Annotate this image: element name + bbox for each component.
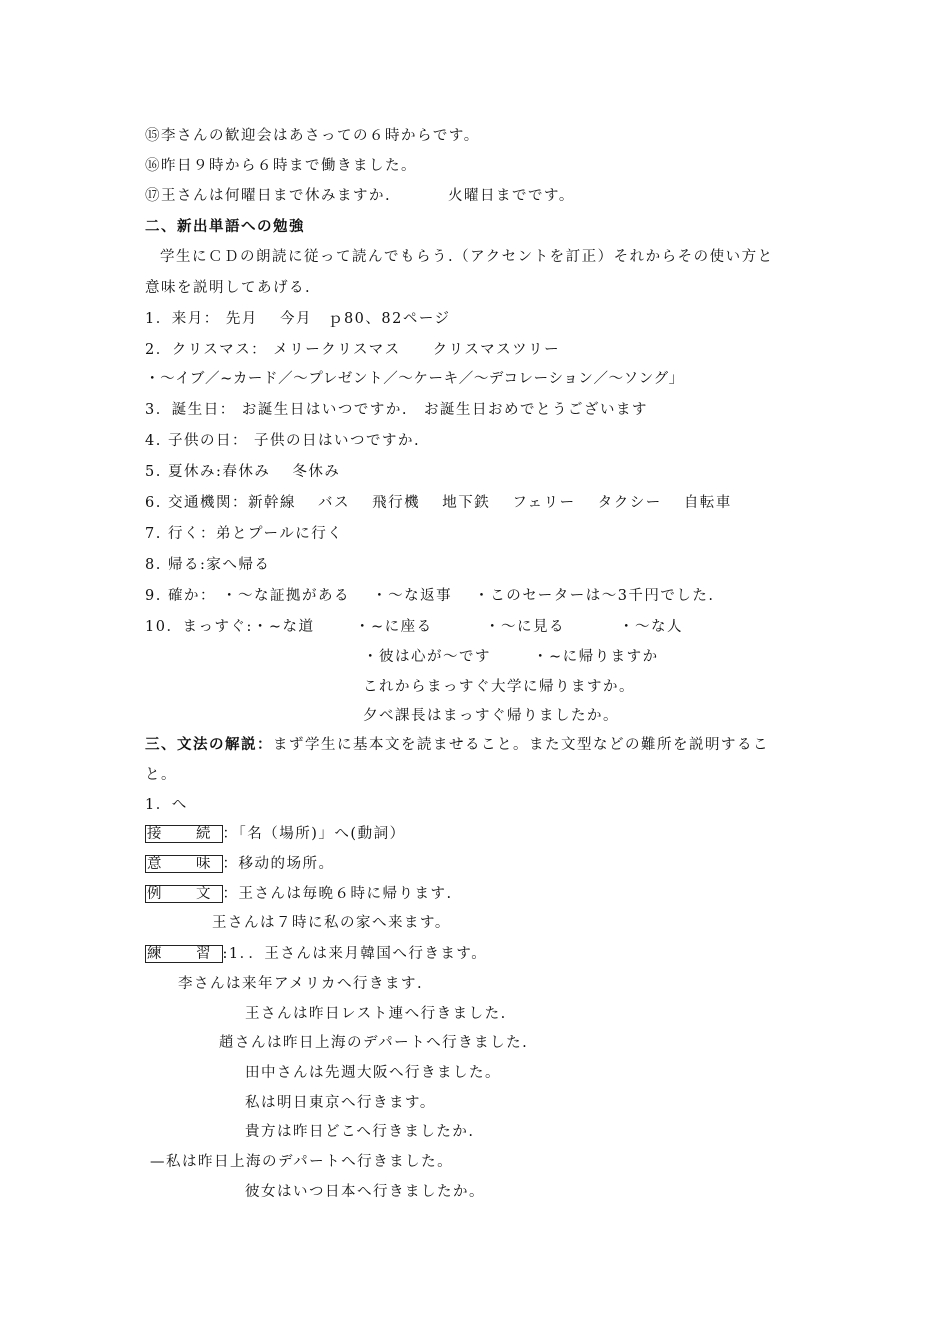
vocab-1: 1．来月： 先月 今月 ｐ80、82ページ [145, 311, 451, 327]
grammar-1-title: 1．へ [145, 797, 188, 813]
vocab-10-usage-2: ・∼に座る [355, 619, 433, 635]
section-3-title: 三、文法の解説： [145, 736, 273, 753]
section-3-intro: まず学生に基本文を読ませること。また文型などの難所を説明するこ [273, 737, 769, 753]
example-sentence-2: 王さんは７時に私の家へ来ます。 [212, 915, 451, 931]
practice-sentence-7: 貴方は昨日どこへ行きましたか. [245, 1124, 475, 1140]
vocab-4: 4. 子供の日： 子供の日はいつですか. [145, 433, 421, 449]
practice-sentence-5: 田中さんは先週大阪へ行きました。 [245, 1065, 501, 1081]
sentence-16: ⑯昨日９時から６時まで働きました。 [145, 158, 417, 174]
practice-row [145, 944, 487, 964]
connection-label: 接 続 [147, 826, 221, 842]
sentence-17-answer: 火曜日までです。 [448, 188, 575, 204]
vocab-10-usage-5 [363, 647, 659, 667]
practice-sentence-1: :1．．王さんは来月韓国へ行きます。 [222, 946, 488, 962]
section-2-para-2: 意味を説明してあげる. [145, 280, 312, 296]
vocab-9: 9. 確か： ・～な証拠がある ・～な返事 ・このセーターは～3千円でした. [145, 588, 715, 604]
vocab-2-compounds: ・～イブ／∼カード／～プレゼント／～ケーキ／～デコレーション／～ソング」 [145, 371, 684, 387]
meaning-row [145, 854, 335, 874]
practice-sentence-3: 王さんは昨日レスト連へ行きました. [245, 1006, 507, 1022]
sentence-17 [145, 186, 575, 206]
vocab-7: 7. 行く：弟とプールに行く [145, 526, 344, 542]
section-2-para-1: 学生にＣＤの朗読に従って読んでもらう.（アクセントを訂正）それからその使い方と [160, 249, 774, 265]
sentence-15: ⑮李さんの歓迎会はあさっての６時からです。 [145, 128, 480, 144]
section-2-heading: 二、新出単語への勉強 [145, 218, 305, 235]
vocab-10-usage-4: ・～な人 [619, 619, 683, 635]
vocab-10-head: 10．まっすぐ:・∼な道 [145, 619, 315, 635]
vocab-10-usage-6: ・∼に帰りますか [533, 649, 659, 665]
practice-sentence-2: 李さんは来年アメリカへ行きます. [178, 976, 424, 992]
example-label: 例 文 [147, 886, 221, 902]
practice-sentence-8: —私は昨日上海のデパートへ行きました。 [150, 1154, 454, 1170]
vocab-5: 5. 夏休み:春休み 冬休み [145, 464, 341, 480]
vocab-3: 3．誕生日： お誕生日はいつですか. お誕生日おめでとうございます [145, 402, 648, 418]
vocab-8: 8. 帰る:家へ帰る [145, 557, 271, 573]
practice-sentence-6: 私は明日東京へ行きます。 [245, 1095, 436, 1111]
section-3-intro-cont: と。 [145, 767, 177, 783]
practice-sentence-4: 趙さんは昨日上海のデパートへ行きました. [219, 1035, 529, 1051]
connection-row [145, 824, 406, 844]
example-sentence-1: ：王さんは毎晩６時に帰ります. [222, 886, 453, 902]
connection-text: ：「名（場所)」へ(動詞） [222, 826, 406, 842]
vocab-10 [145, 617, 683, 637]
practice-label: 練 習 [147, 946, 221, 962]
vocab-2: 2．クリスマス： メリークリスマス クリスマスツリー [145, 342, 561, 358]
vocab-10-usage-3: ・～に見る [485, 619, 565, 635]
vocab-10-usage-5-text: ・彼は心が～です [363, 649, 491, 665]
example-row [145, 884, 453, 904]
section-3-heading [145, 735, 769, 755]
sentence-17-question: ⑰王さんは何曜日まで休みますか. [145, 188, 392, 204]
vocab-6: 6. 交通機関：新幹線 バス 飛行機 地下鉄 フェリー タクシー 自転車 [145, 495, 732, 511]
vocab-10-example-1: これからまっすぐ大学に帰りますか。 [363, 679, 635, 695]
practice-sentence-9: 彼女はいつ日本へ行きましたか。 [245, 1184, 485, 1200]
vocab-10-example-2: 夕べ課長はまっすぐ帰りましたか。 [363, 708, 619, 724]
meaning-label: 意 味 [147, 856, 221, 872]
meaning-text: ：移动的场所。 [222, 856, 335, 872]
